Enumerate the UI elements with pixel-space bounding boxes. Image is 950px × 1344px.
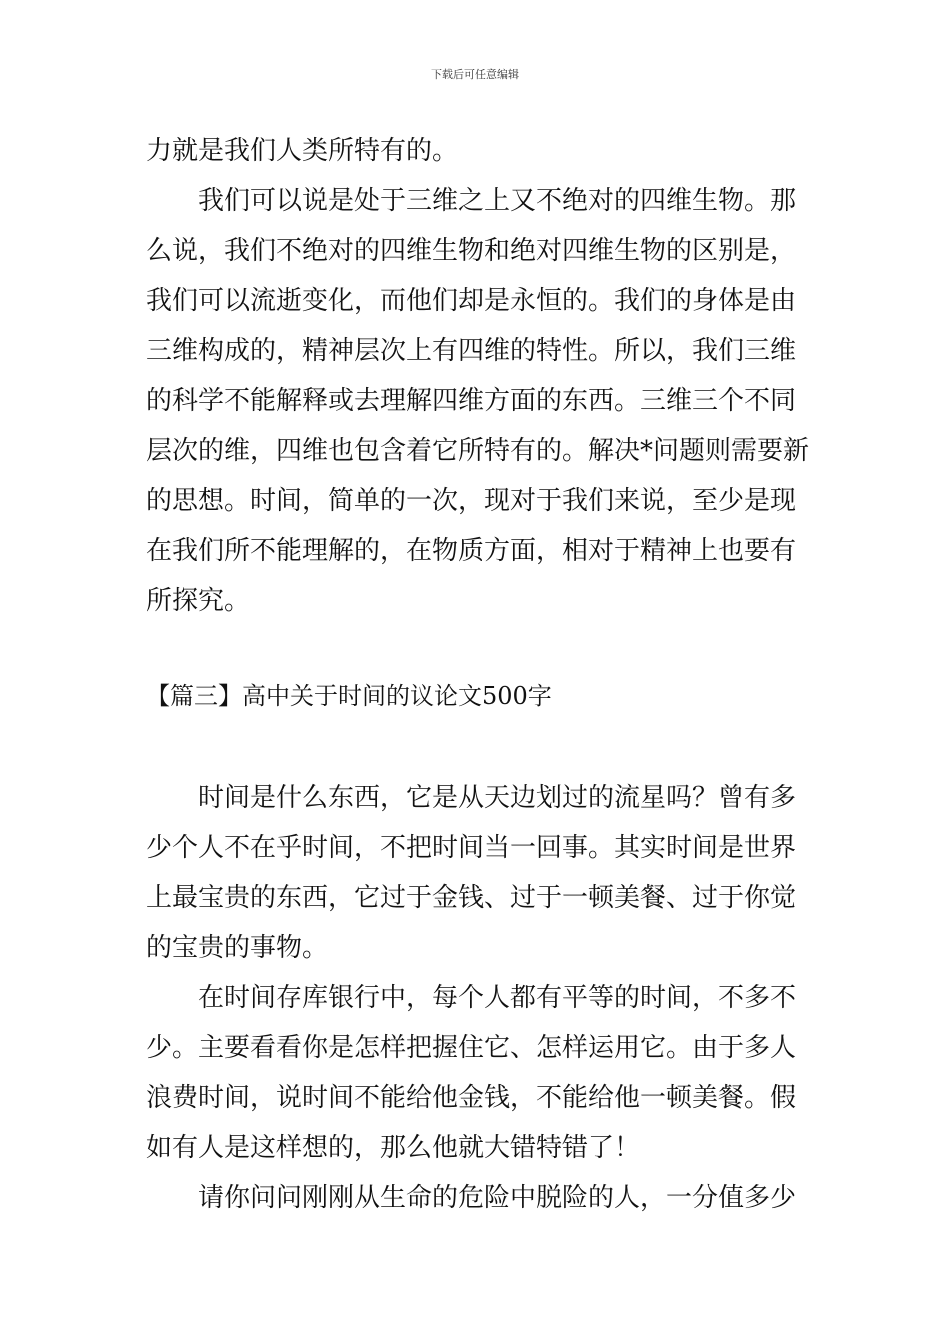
text-line: 的科学不能解释或去理解四维方面的东西。三维三个不同 (146, 386, 797, 416)
text-line: 时间是什么东西，它是从天边划过的流星吗？曾有多 (146, 783, 797, 813)
text-line: 在时间存库银行中，每个人都有平等的时间，不多不 (146, 983, 797, 1013)
text-line: 么说，我们不绝对的四维生物和绝对四维生物的区别是， (146, 236, 797, 266)
section-three-body (146, 773, 808, 1223)
text-line: 上最宝贵的东西，它过于金钱、过于一顿美餐、过于你觉 (146, 883, 797, 913)
text-line: 我们可以说是处于三维之上又不绝对的四维生物。那 (146, 186, 797, 216)
text-line: 如有人是这样想的，那么他就大错特错了！ (146, 1133, 641, 1163)
document-body (146, 126, 808, 1223)
text-line: 的宝贵的事物。 (146, 933, 329, 963)
text-line: 三维构成的，精神层次上有四维的特性。所以，我们三维 (146, 336, 797, 366)
text-line: 少个人不在乎时间，不把时间当一回事。其实时间是世界 (146, 833, 797, 863)
header-note: 下载后可任意编辑 (431, 68, 519, 81)
text-line: 浪费时间，说时间不能给他金钱，不能给他一顿美餐。假 (146, 1083, 797, 1113)
section-heading: 【篇三】高中关于时间的议论文500字 (146, 682, 552, 710)
text-line: 我们可以流逝变化，而他们却是永恒的。我们的身体是由 (146, 286, 797, 316)
text-line: 少。主要看看你是怎样把握住它、怎样运用它。由于多人 (146, 1033, 797, 1063)
text-line: 请你问问刚刚从生命的危险中脱险的人，一分值多少 (146, 1183, 797, 1213)
text-line: 所探究。 (146, 586, 251, 616)
text-line: 的思想。时间，简单的一次，现对于我们来说，至少是现 (146, 486, 797, 516)
text-line: 层次的维，四维也包含着它所特有的。解决*问题则需要新 (146, 436, 810, 466)
text-line: 力就是我们人类所特有的。 (146, 136, 459, 166)
previous-section (146, 126, 808, 626)
text-line: 在我们所不能理解的，在物质方面，相对于精神上也要有 (146, 536, 797, 566)
